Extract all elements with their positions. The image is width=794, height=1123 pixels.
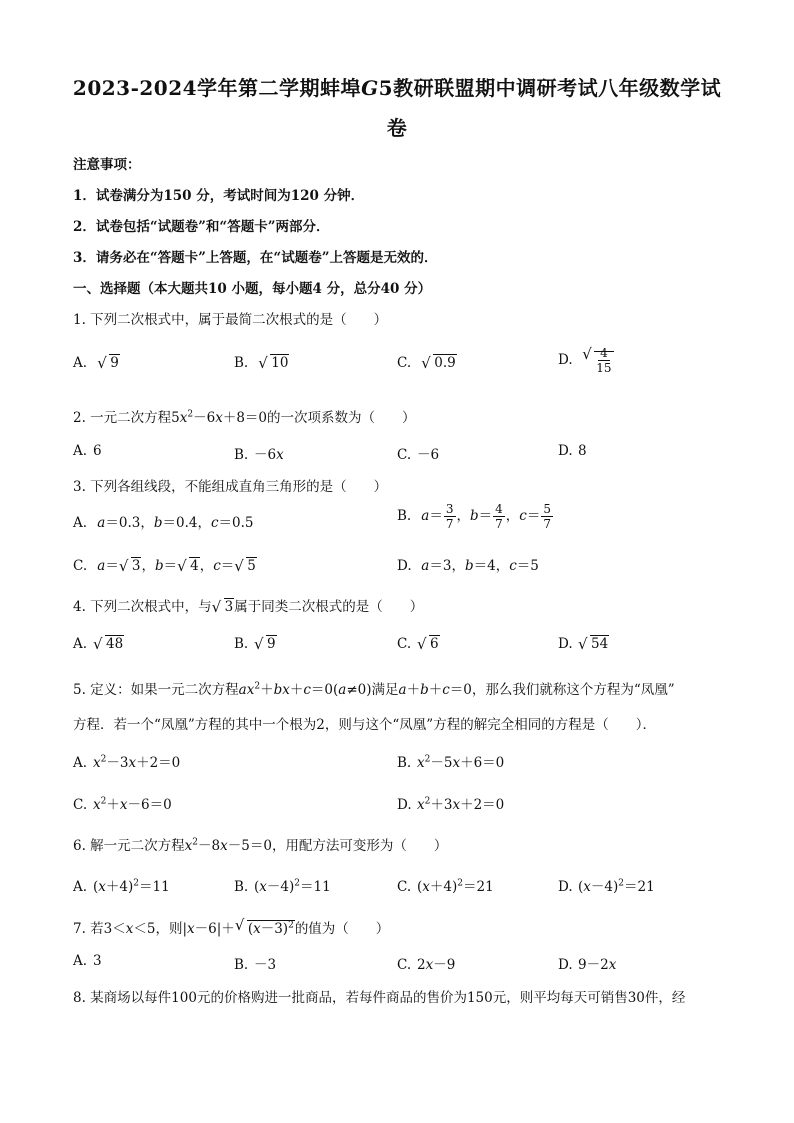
option-text: $x^2+3x+2=0$: [417, 796, 505, 813]
q1-option-b: [234, 355, 289, 371]
option-label: B.: [234, 447, 249, 463]
q1-option-c: [397, 355, 457, 371]
title-part-g5: G: [361, 76, 379, 100]
q2-option-a: [73, 443, 102, 459]
q7-text-3: 的值为（ ）: [294, 921, 390, 937]
notice-item-3: 3．请务必在“答题卡”上答题，在“试题卷”上答题是无效的．: [73, 250, 438, 266]
q2-option-d: [558, 443, 587, 459]
q1-option-a: [73, 355, 120, 371]
q3-option-a: [73, 511, 254, 531]
q7-option-d: [558, 953, 616, 973]
title-part-2: 5教研联盟期中调研考试八年级数学试: [378, 76, 722, 100]
sqrt-x-minus-3-squared: √ $(x-3)^2$: [235, 917, 295, 937]
q2-equation: $5x^2-6x+8=0$: [171, 409, 268, 426]
sqrt-6: √ 6: [417, 636, 440, 652]
q6-option-b: [234, 875, 331, 895]
question-7-stem: [73, 917, 389, 937]
option-label: A.: [73, 879, 88, 895]
question-1-stem: 1. 下列二次根式中，属于最简二次根式的是（ ）: [73, 312, 388, 328]
option-label: A.: [73, 636, 88, 652]
q2-text-2: 的一次项系数为（ ）: [267, 410, 416, 426]
option-label: D.: [558, 957, 573, 973]
q5-option-d: [397, 793, 504, 813]
option-text: $(x+4)^2=21$: [417, 878, 494, 895]
notice-item-2: 2．试卷包括“试题卷”和“答题卡”两部分．: [73, 219, 330, 235]
option-text: a＝3，b＝4，c＝5: [421, 558, 539, 574]
option-label: B.: [234, 879, 249, 895]
q5-option-c: [73, 793, 172, 813]
option-text: $(x+4)^2=11$: [93, 878, 170, 895]
option-label: B.: [397, 508, 412, 524]
option-text: 2x－9: [417, 957, 456, 973]
q7-expression: |x－6|＋√ $(x-3)^2$: [182, 921, 294, 937]
option-label: C.: [397, 636, 412, 652]
option-text: $(x-4)^2=11$: [254, 878, 331, 895]
q3-option-d: [397, 554, 539, 574]
q6-text-1: 6. 解一元二次方程: [73, 838, 185, 854]
q4-text-1: 4. 下列二次根式中，与: [73, 599, 212, 615]
option-text: a＝0.3，b＝0.4，c＝0.5: [97, 515, 254, 531]
question-6-stem: [73, 834, 447, 854]
section-heading: 一、选择题（本大题共10 小题，每小题4 分，总分40 分）: [73, 281, 432, 297]
q7-text-2: ，则: [155, 921, 183, 937]
q2-option-b: [234, 443, 284, 463]
q5-option-b: [397, 751, 504, 771]
option-label: A.: [73, 755, 88, 771]
option-label: A.: [73, 953, 88, 969]
question-5-stem-line2: 方程．若一个“凤凰”方程的其中一个根为2，则与这个“凤凰”方程的解完全相同的方程是（ ）．: [73, 717, 656, 733]
question-3-stem: 3. 下列各组线段，不能组成直角三角形的是（ ）: [73, 479, 388, 495]
sqrt-9: √ 9: [254, 636, 277, 652]
q6-option-d: [558, 875, 655, 895]
option-text: 9－2x: [578, 957, 617, 973]
option-label: B.: [234, 636, 249, 652]
q5-condition: a＋b＋c＝0: [398, 682, 472, 698]
q5-text-2: 满足: [371, 682, 399, 698]
q5-equation: $ax^2+bx+c=0(a\ne 0)$: [238, 681, 372, 698]
q6-equation: $x^2-8x-5=0$: [184, 837, 272, 854]
q1-option-d: [558, 346, 614, 375]
question-2-stem: [73, 406, 416, 426]
option-label: D.: [558, 443, 573, 459]
option-label: A.: [73, 355, 88, 371]
sqrt-3: √ 3: [212, 599, 235, 615]
option-text: 3: [93, 953, 102, 969]
q7-option-b: [234, 953, 276, 973]
notice-item-1: 1．试卷满分为150 分，考试时间为120 分钟．: [73, 188, 365, 204]
option-label: D.: [558, 879, 573, 895]
option-label: C.: [73, 797, 88, 813]
q6-option-a: [73, 875, 170, 895]
q7-range: 3＜x＜5: [103, 921, 156, 937]
option-text: 8: [578, 443, 587, 459]
title-part-1: 2023-2024学年第二学期蚌埠: [72, 76, 362, 100]
option-label: D.: [558, 352, 573, 368]
option-label: A.: [73, 515, 88, 531]
option-text: $x^2+x-6=0$: [93, 796, 172, 813]
q7-option-a: [73, 953, 102, 969]
q7-text-1: 7. 若: [73, 921, 104, 937]
q7-option-c: [397, 953, 455, 973]
option-label: D.: [397, 797, 412, 813]
option-label: C.: [397, 957, 412, 973]
option-label: C.: [397, 355, 412, 371]
q3-option-c: [73, 554, 257, 574]
exam-title-line1: [60, 72, 734, 101]
q4-option-a: [73, 636, 124, 652]
option-text: $(x-4)^2=21$: [578, 878, 655, 895]
sqrt-10: √ 10: [258, 355, 289, 371]
sqrt-4-over-15: √ $\frac{4}{15}$: [582, 346, 613, 375]
option-label: D.: [397, 558, 412, 574]
q4-option-d: [558, 636, 609, 652]
question-8-stem: 8. 某商场以每件100元的价格购进一批商品，若每件商品的售价为150元，则平均每天可销售30件，经: [73, 990, 686, 1006]
option-label: B.: [397, 755, 412, 771]
q4-text-2: 属于同类二次根式的是（ ）: [234, 599, 424, 615]
sqrt-48: √ 48: [93, 636, 124, 652]
sqrt-9: √ 9: [97, 355, 120, 371]
option-label: C.: [397, 447, 412, 463]
option-label: B.: [234, 355, 249, 371]
q2-text-1: 2. 一元二次方程: [73, 410, 172, 426]
option-label: C.: [73, 558, 88, 574]
option-label: B.: [234, 957, 249, 973]
question-4-stem: [73, 595, 423, 615]
sqrt-54: √ 54: [578, 636, 609, 652]
notice-heading: 注意事项：: [73, 157, 141, 173]
option-label: C.: [397, 879, 412, 895]
option-text: －6: [417, 447, 440, 463]
q3-option-b: [397, 502, 554, 531]
question-5-stem: [73, 678, 675, 698]
q5-option-a: [73, 751, 180, 771]
sqrt-0-9: √ 0.9: [421, 355, 456, 371]
q4-option-c: [397, 636, 440, 652]
q6-option-c: [397, 875, 494, 895]
exam-title-line2: 卷: [386, 116, 408, 140]
q4-option-b: [234, 636, 277, 652]
option-text: －6x: [254, 447, 284, 463]
option-label: A.: [73, 443, 88, 459]
q2-option-c: [397, 443, 439, 463]
option-text: －3: [254, 957, 277, 973]
q5-text-1: 5. 定义：如果一元二次方程: [73, 682, 239, 698]
option-text: 6: [93, 443, 102, 459]
option-text: a＝ $\frac{3}{7}$ ，b＝ $\frac{4}{7}$ ，c＝ $\frac{5}{7}$: [421, 502, 551, 531]
option-label: D.: [558, 636, 573, 652]
option-text: $x^2-3x+2=0$: [93, 754, 181, 771]
q6-text-2: ，用配方法可变形为（ ）: [271, 838, 448, 854]
q5-text-3: ，那么我们就称这个方程为“凤凰”: [471, 682, 675, 698]
option-text: a＝√ 3，b＝√ 4，c＝√ 5: [97, 558, 257, 574]
option-text: $x^2-5x+6=0$: [417, 754, 505, 771]
